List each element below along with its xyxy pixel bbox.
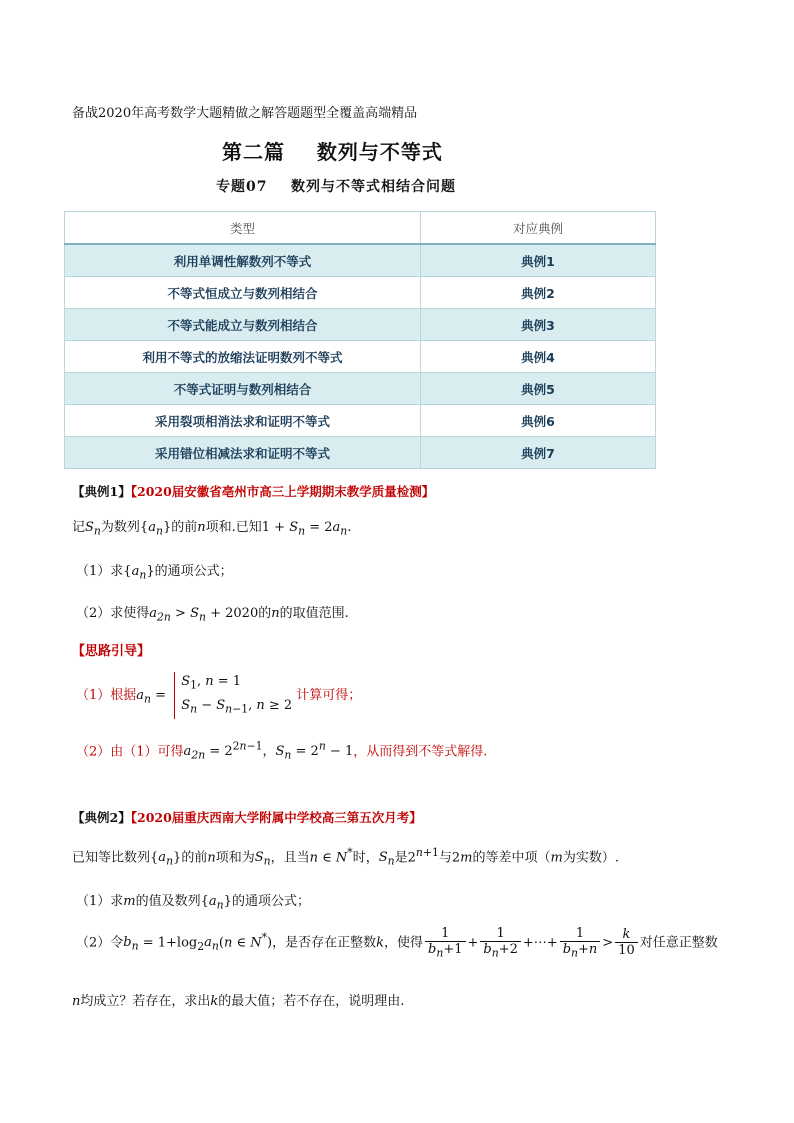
stem-text: 是 — [394, 850, 408, 866]
question-text: 的通项公式； — [154, 564, 233, 579]
example1-question2: （2）求使得$a_{2n} > S_n + 2020$的n的取值范围. — [76, 606, 349, 624]
guide-text: 计算可得； — [296, 688, 362, 704]
question-text: 的 — [258, 606, 272, 621]
table-row — [65, 244, 656, 277]
column-header-type: 类型 — [65, 212, 421, 245]
example1-guide1: （1）根据$a_n$ = $S_1$, n = 1 $S_n - S_{n-1}$, n ≥ 2 计算可得； — [76, 672, 361, 719]
stem-text: 的前 — [171, 520, 198, 535]
type-cell: 不等式恒成立与数列相结合 — [65, 277, 421, 309]
example1-guide2: （2）由（1）可得$a_{2n} = 2^{2n-1}$，$S_n = 2^n - 1$，从而得到不等式解得. — [76, 740, 488, 762]
example2-heading: 【典例2】【2020届重庆西南大学附属中学校高三第五次月考】 — [72, 810, 422, 825]
type-cell: 利用单调性解数列不等式 — [65, 244, 421, 277]
question-text: ，使得 — [384, 935, 424, 951]
example-cell: 典例7 — [421, 437, 656, 469]
table-row — [65, 309, 656, 341]
question-text: 的最大值；若不存在，说明理由. — [218, 994, 405, 1009]
guide-text: ，从而得到不等式解得. — [353, 744, 488, 760]
stem-text: 项和为 — [215, 850, 255, 866]
stem-text: 为数列 — [100, 520, 140, 535]
stem-text: 时， — [352, 850, 379, 866]
question-text: 的值及数列 — [135, 894, 201, 909]
question-text: （2）令 — [76, 935, 124, 951]
example-cell: 典例1 — [421, 244, 656, 277]
example1-source: 2020届安徽省亳州市高三上学期期末教学质量检测 — [137, 484, 422, 499]
type-cell: 不等式能成立与数列相结合 — [65, 309, 421, 341]
example-cell: 典例4 — [421, 341, 656, 373]
question-text: 的取值范围. — [279, 606, 349, 621]
question-text: 对任意正整数 — [639, 935, 718, 951]
chapter-title: 第二篇 数列与不等式 — [222, 140, 443, 164]
example1-heading: 【典例1】【2020届安徽省亳州市高三上学期期末教学质量检测】 — [72, 484, 435, 499]
question-text: 均成立？若存在，求出 — [80, 994, 211, 1009]
example-cell: 典例3 — [421, 309, 656, 341]
topic-subtitle: 专题07 数列与不等式相结合问题 — [216, 179, 456, 195]
guide-text: （2）由（1）可得 — [76, 744, 184, 760]
table-row — [65, 277, 656, 309]
example1-question1: （1）求$\{a_n\}$的通项公式； — [76, 564, 233, 582]
question-text: ，是否存在正整数 — [272, 935, 377, 951]
example-cell: 典例5 — [421, 373, 656, 405]
type-cell: 不等式证明与数列相结合 — [65, 373, 421, 405]
example-type-table — [64, 211, 656, 469]
example2-tag: 典例2 — [84, 810, 119, 825]
table-row — [65, 341, 656, 373]
stem-text: 与 — [438, 850, 452, 866]
example1-tag: 典例1 — [84, 484, 119, 499]
type-cell: 采用裂项相消法求和证明不等式 — [65, 405, 421, 437]
example2-source: 2020届重庆西南大学附属中学校高三第五次月考 — [137, 810, 410, 825]
example2-question1: （1）求m的值及数列$\{a_n\}$的通项公式； — [76, 894, 310, 912]
table-row — [65, 437, 656, 469]
guide-text: （1）根据 — [76, 688, 137, 704]
type-cell: 利用不等式的放缩法证明数列不等式 — [65, 341, 421, 373]
question-text: （1）求 — [76, 564, 124, 579]
stem-text: ，且当 — [270, 850, 310, 866]
question-text: （1）求 — [76, 894, 124, 909]
document-header: 备战2020年高考数学大题精做之解答题题型全覆盖高端精品 — [72, 106, 418, 121]
type-cell: 采用错位相减法求和证明不等式 — [65, 437, 421, 469]
example1-guide-label: 【思路引导】 — [72, 644, 151, 659]
stem-text: 为实数）. — [562, 850, 619, 866]
table-row — [65, 405, 656, 437]
example2-question2-cont: n均成立？若存在，求出k的最大值；若不存在，说明理由. — [72, 994, 405, 1009]
question-text: 的通项公式； — [231, 894, 310, 909]
table-row — [65, 373, 656, 405]
question-text: （2）求使得 — [76, 606, 150, 621]
stem-text: 项和.已知 — [205, 520, 262, 535]
example2-stem: 已知等比数列$\{a_n\}$的前n项和为$S_n$，且当n ∈ N*时，$S_n$是$2^{n+1}$与2m的等差中项（m为实数）. — [72, 846, 619, 868]
column-header-example: 对应典例 — [421, 212, 656, 245]
table-header-row — [65, 212, 656, 245]
example-cell: 典例6 — [421, 405, 656, 437]
stem-text: 的等差中项（ — [472, 850, 551, 866]
stem-text: 已知等比数列 — [72, 850, 151, 866]
example2-question2: （2）令$b_n = 1+\log_2a_n(n$ ∈ N*)，是否存在正整数k，使得 $\frac{1}{b_n+1}$ + $\frac{1}{b_n+2}$ +⋯+ $\frac{1}{b_n+n}$ > $\frac{k}{10}$ 对任意正整数 — [76, 926, 718, 960]
example1-stem: 记$S_n$为数列$\{a_n\}$的前n项和.已知$1 + S_n = 2a_n$. — [72, 520, 352, 538]
example-cell: 典例2 — [421, 277, 656, 309]
stem-text: 的前 — [181, 850, 208, 866]
stem-text: 记 — [72, 520, 86, 535]
